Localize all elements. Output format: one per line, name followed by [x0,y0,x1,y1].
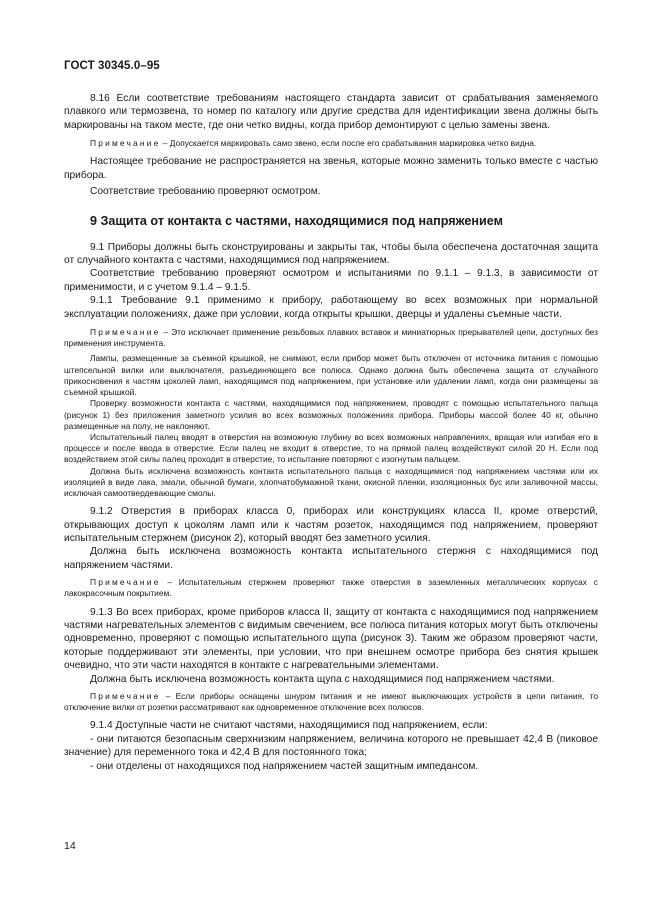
page-content [64,92,598,773]
list-item-1: - они питаются безопасным сверхнизким напряжением, величина которого не превышает 42,4 В (пиковое значение) для переменного тока и 42,4 В для постоянного тока; [64,733,598,759]
clause-9-1-3: 9.1.3 Во всех приборах, кроме приборов класса II, защиту от контакта с находящимися под напряжением частями нагревательных элементов с видимым свечением, все полюса питания которых могут быть отключены одновременно, проверяют с помощью испытательного щупа (рисунок 3). Таким же образом проверяют части, которые поддерживают эти элементы, при условии, что при внешнем осмотре прибора без снятия крышек очевидно, что эти части находятся в контакте с нагревательными элементами. [64,606,598,672]
clause-9-1-4: 9.1.4 Доступные части не считают частями, находящимися под напряжением, если: [90,720,488,732]
note-label: Примечание [90,577,161,588]
clause-9-1-3-b: Должна быть исключена возможность контакта щупа с находящимися под напряжением частями. [90,673,555,685]
test-text-1: Лампы, размещенные за съемной крышкой, не снимают, если прибор может быть отключен от источника питания с помощью штепсельной вилки или выключателя, разъединяющего все полюса. Однако должна быть обеспечена защита от случайного прикосновения к частям цоколей ламп, находящимся под напряжением, при установке или удалении ламп, когда они размещены за съемной крышкой. [64,353,598,398]
clause-9-1-2: 9.1.2 Отверстия в приборах класса 0, приборах или конструкциях класса II, кроме отверстий, открывающих доступ к цоколям ламп или к частям розеток, находящимся под напряжением, проверяют испытательным стержнем (рисунок 2), который вводят без заметного усилия. [64,506,598,544]
note-text: – Если приборы оснащены шнуром питания и не имеют выключающих устройств в цепи питания, то отключение вилки от розетки рассматривают как одновременное отключение всех полюсов. [64,691,598,713]
note-text: – Допускается маркировать само звено, если после его срабатывания маркировка четко видна. [160,138,537,149]
clause-8-16-p3: Соответствие требованию проверяют осмотром. [90,186,321,198]
test-text-3: Испытательный палец вводят в отверстия на возможную глубину во всех возможных направлениях, вращая или изгибая его в процессе и после ввода в отверстие. Если палец не входит в отверстие, то на прямой палец воздействуют силой 20 Н. Если под воздействием этой силы палец проходит в отверстие, то испытание повторяют с изогнутым пальцем. [64,431,598,465]
clause-8-16-p2: Настоящее требование не распространяется на звенья, которые можно заменить только вместе с частью прибора. [64,156,598,181]
clause-9-1: 9.1 Приборы должны быть сконструированы и закрыты так, чтобы была обеспечена достаточная защита от случайного контакта с частями, находящимися под напряжением. [64,241,598,267]
clause-8-16: 8.16 Если соответствие требованиям настоящего стандарта зависит от срабатывания заменяемого плавкого или термозвена, то номер по каталогу или другие средства для идентификации звена должны быть маркированы на таком месте, где они четко видны, когда прибор демонтируют с целью замены звена. [64,93,598,131]
list-item-2: - они отделены от находящихся под напряжением частей защитным импедансом. [90,760,479,772]
note-text: – Испытательным стержнем проверяют также отверстия в заземленных металлических корпусах с лакокрасочным покрытием. [64,577,598,599]
note-9-1-2 [64,577,598,599]
note-label: Примечание [90,138,161,149]
note-9-1-1 [64,327,598,349]
clause-9-1-1: 9.1.1 Требование 9.1 применимо к прибору, работающему во всех возможных при нормальной эксплуатации положениях, даже при условии, когда открыты крышки, дверцы и удалены съемные части. [64,295,598,320]
test-text-2: Проверку возможности контакта с частями, находящимися под напряжением, проводят с помощью испытательного пальца (рисунок 1) без приложения заметного усилия во всех возможных положениях прибора. Приборы массой более 40 кг, обычно размещенные на полу, не наклоняют. [64,398,598,431]
note-label: Примечание [90,327,161,338]
page-number: 14 [64,840,76,852]
section-9-heading: 9 Защита от контакта с частями, находящимися под напряжением [90,213,503,228]
clause-9-1-b: Соответствие требованию проверяют осмотром и испытаниями по 9.1.1 – 9.1.3, в зависимости от применимости, и с учетом 9.1.4 – 9.1.5. [64,268,598,293]
note-text: – Это исключает применение резьбовых плавких вставок и миниатюрных прерывателей цепи, доступных без применения инструмента. [64,327,598,349]
note-8-16 [64,138,598,149]
clause-9-1-2-b: Должна быть исключена возможность контакта испытательного стержня с находящимися под напряжением частями. [64,546,598,571]
document-header: ГОСТ 30345.0–95 [64,60,160,72]
test-text-4: Должна быть исключена возможность контакта испытательного пальца с находящимися под напряжением частями или их изоляцией в виде лака, эмали, обычной бумаги, хлопчатобумажной ткани, окисной пленки, изоляционных бус или заливочной массы, исключая самоотвердевающие смолы. [64,465,598,498]
note-9-1-3 [64,691,598,713]
note-label: Примечание [90,691,161,701]
